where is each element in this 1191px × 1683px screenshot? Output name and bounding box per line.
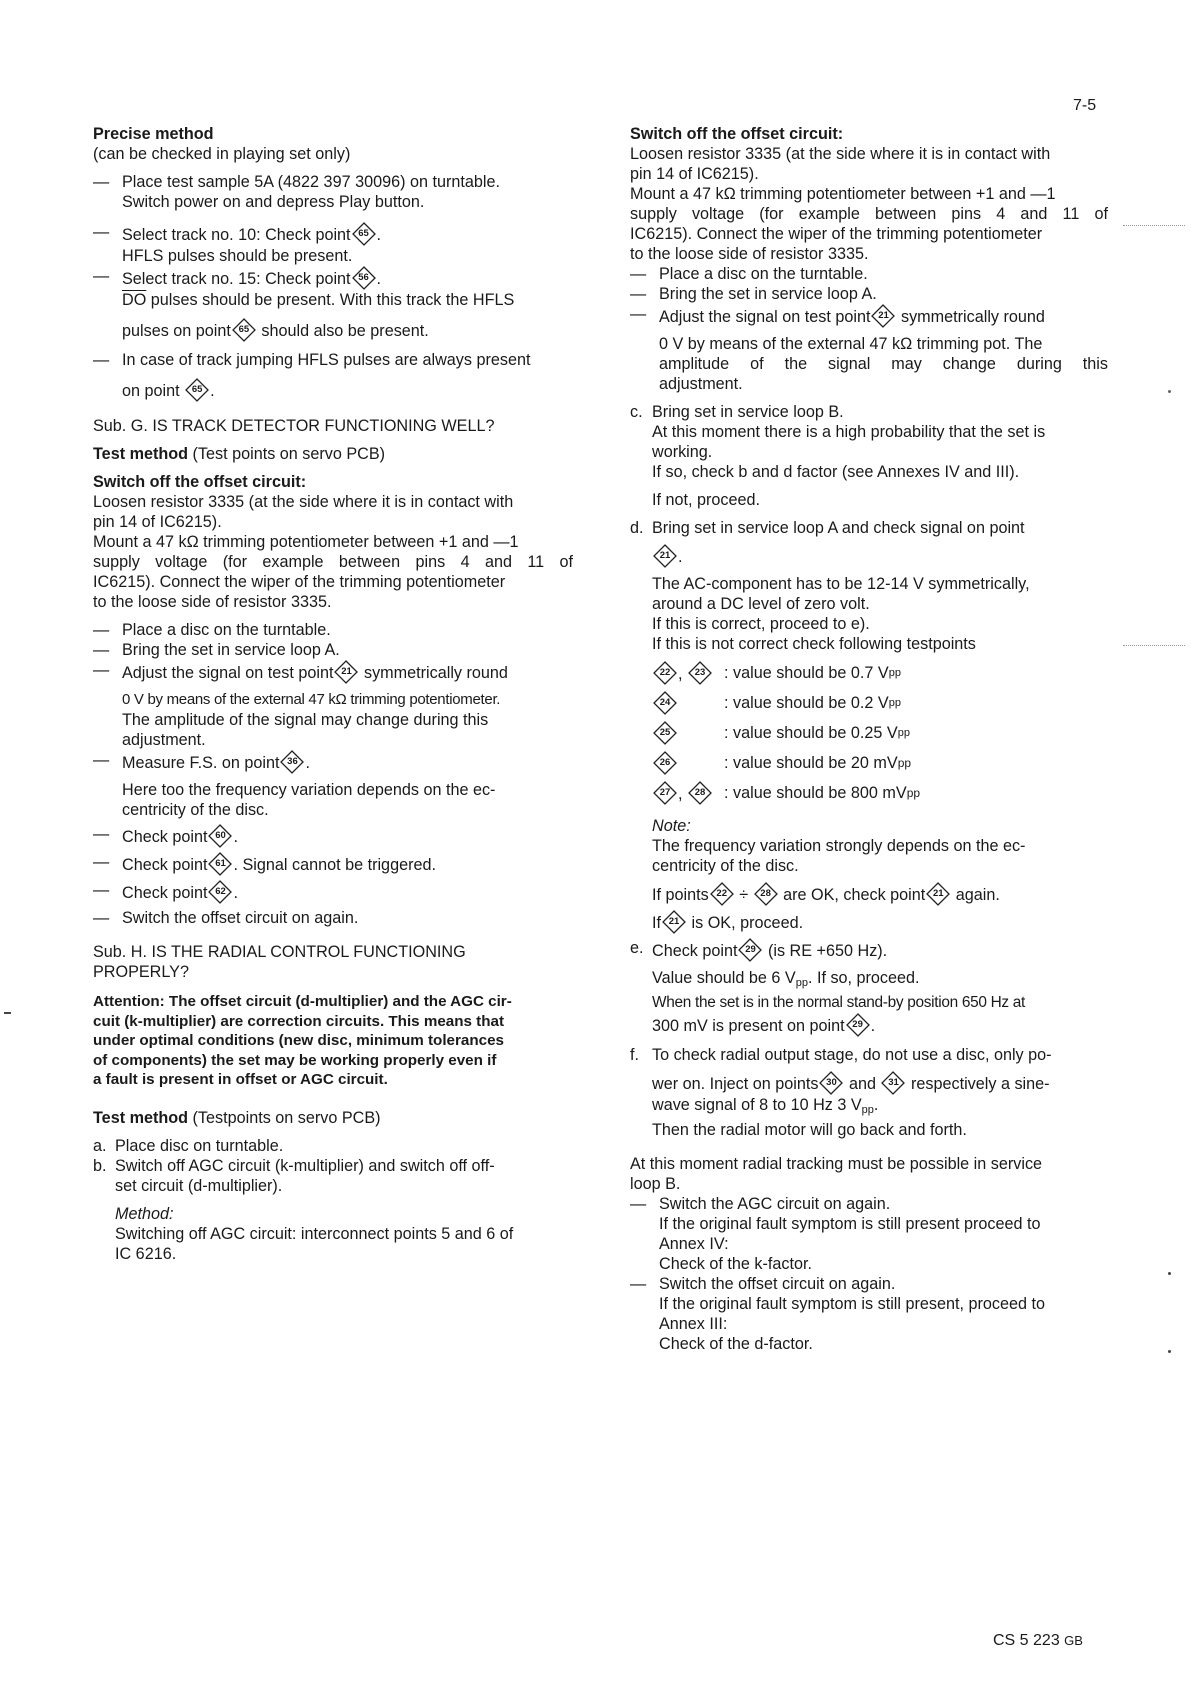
scan-mark	[1168, 390, 1171, 393]
list-item: b. Switch off AGC circuit (k-multiplier) and switch off off- set circuit (d-multiplier). Method: Switching off AGC circuit: interconnect points 5 and 6 of IC 6216.	[93, 1156, 514, 1263]
test-point-marker: 28	[754, 882, 778, 906]
test-point-marker: 31	[881, 1071, 905, 1095]
test-point-marker: 28	[688, 781, 712, 805]
test-point-marker: 36	[280, 750, 304, 774]
test-point-marker: 26	[653, 751, 677, 775]
test-method-line: Test method (Testpoints on servo PCB)	[93, 1108, 381, 1127]
list-item: — Adjust the signal on test point 21 symmetrically round 0 V by means of the external 47 kΩ trimming potentiometer. The amplitude of the signal may change during this adjustment.	[93, 660, 573, 750]
test-point-marker: 56	[352, 266, 376, 290]
list-item: c. Bring set in service loop B. At this moment there is a high probability that the set is working. If so, check b and d factor (see Annexes IV and III). If not, proceed.	[630, 403, 1046, 509]
test-point-marker: 22	[653, 661, 677, 685]
list-item: — Switch the offset circuit on again. If the original fault symptom is still present, proceed to Annex III: Check of the d-factor.	[630, 1274, 1108, 1354]
testpoint-row: 26 : value should be 20 mV pp	[652, 748, 1108, 778]
list-item: — Adjust the signal on test point 21 symmetrically round 0 V by means of the external 47 kΩ trimming pot. The amplitude of the signal may change during this adjustment.	[630, 304, 1108, 394]
test-point-marker: 62	[208, 880, 232, 904]
testpoint-row: 25 : value should be 0.25 V pp	[652, 718, 1108, 748]
scan-mark	[4, 1012, 11, 1014]
left-column: Precise method (can be checked in playing set only) — Place test sample 5A (4822 397 30096) on turntable. Switch power on and depress Play button. — Select track no. 10: Check point 65 . HFLS pulses should be present. — Select track no. 15: Check point 56 . $\overline{DO}$ pulses should be present. With this track the HFLS pulses on point 65 should also be present. — In case of track jumping HFLS pulses are always present on point 65 . Sub. G. IS TRACK DETECTOR FUNCTIONING WELL? Test method (Test points on servo PCB) Switch off the offset circuit: Loosen resistor 3335 (at the side where it is in contact with pin 14 of IC6215). Mount a 47 kΩ trimming potentiometer between +1 and —1 supply voltage (for example between pins 4 and 11 of IC6215). Connect the wiper of the trimming potentiometer to the loose side of resistor 3335. — Place a disc on the turntable. — Bring the set in service loop A. — Adjust the signal on test point 21 symmetrically round 0 V by means of the external 47 kΩ trimming potentiometer. The amplitude of the signal may change during this adjustment. — Measure F.S. on point 36 . Here too the frequency variation depends on the ec- centricity of the disc. — Check point 60 . — Check point 61 . Signal cannot be triggered. — Check point 62 . — Switch the offset circuit on again. Sub. H. IS THE RADIAL CONTROL FUNCTIONING PROPERLY? Attention: The offset circuit (d-multiplier) and the AGC cir- cuit (k-multiplier) are correction circuits. This means that under optimal conditions (new disc, minimum tolerances of components) the set may be working properly even if a fault is present in offset or AGC circuit. Test method (Testpoints on servo PCB) a. Place disc on turntable. b. Switch off AGC circuit (k-multiplier) and switch off off- set circuit (d-multiplier). Method: Switching off AGC circuit: interconnect points 5 and 6 of IC 6216.	[93, 124, 573, 1264]
list-item: — Bring the set in service loop A.	[93, 640, 573, 660]
list-item: — Place a disc on the turntable.	[630, 264, 1108, 284]
test-point-marker: 21	[662, 910, 686, 934]
precise-method-title: Precise method	[93, 125, 214, 143]
list-item: f. To check radial output stage, do not use a disc, only po- wer on. Inject on points 30 and 31 respectively a sine- wave signal of 8 to 10 Hz 3 $V_{pp}$. Then the radial motor will go back and forth.	[630, 1046, 1052, 1139]
test-point-marker: 60	[208, 824, 232, 848]
list-item: — Select track no. 15: Check point 56 . $\overline{DO}$ pulses should be present. With this track the HFLS pulses on point 65 should also be present.	[93, 266, 573, 342]
list-item: — Switch the AGC circuit on again. If the original fault symptom is still present proceed to Annex IV: Check of the k-factor.	[630, 1194, 1108, 1274]
test-point-marker: 21	[926, 882, 950, 906]
scan-mark	[1123, 225, 1185, 227]
list-item: — In case of track jumping HFLS pulses are always present on point 65 .	[93, 350, 573, 402]
test-point-marker: 29	[738, 938, 762, 962]
list-item: — Switch the offset circuit on again.	[93, 908, 573, 928]
list-item: — Check point 62 .	[93, 880, 573, 904]
test-point-marker: 21	[871, 304, 895, 328]
list-item: a. Place disc on turntable.	[93, 1136, 284, 1155]
testpoint-row: 27 , 28 : value should be 800 mV pp	[652, 778, 1108, 808]
list-item: — Select track no. 10: Check point 65 . HFLS pulses should be present.	[93, 222, 573, 266]
testpoint-row: 24 : value should be 0.2 V pp	[652, 688, 1108, 718]
test-method-line: Test method (Test points on servo PCB)	[93, 445, 386, 463]
scan-mark	[1123, 645, 1185, 647]
test-point-marker: 27	[653, 781, 677, 805]
test-point-marker: 65	[352, 222, 376, 246]
attention-note: Attention: The offset circuit (d-multiplier) and the AGC cir- cuit (k-multiplier) are correction circuits. This means that under optimal conditions (new disc, minimum tolerances of components) the set may be working properly even if a fault is present in offset or AGC circuit.	[93, 993, 512, 1089]
test-point-marker: 21	[334, 660, 358, 684]
test-point-marker: 24	[653, 691, 677, 715]
test-point-marker: 22	[710, 882, 734, 906]
sub-h-heading: Sub. H. IS THE RADIAL CONTROL FUNCTIONING	[93, 943, 466, 961]
offset-title: Switch off the offset circuit:	[93, 473, 307, 491]
sub-g-heading: Sub. G. IS TRACK DETECTOR FUNCTIONING WELL?	[93, 417, 495, 435]
precise-method-note: (can be checked in playing set only)	[93, 145, 351, 163]
offset-title: Switch off the offset circuit:	[630, 125, 844, 143]
right-column: Switch off the offset circuit: Loosen resistor 3335 (at the side where it is in contact with pin 14 of IC6215). Mount a 47 kΩ trimming potentiometer between +1 and —1 supply voltage (for example between pins 4 and 11 of IC6215). Connect the wiper of the trimming potentiometer to the loose side of resistor 3335. — Place a disc on the turntable. — Bring the set in service loop A. — Adjust the signal on test point 21 symmetrically round 0 V by means of the external 47 kΩ trimming pot. The amplitude of the signal may change during this adjustment. c. Bring set in service loop B. At this moment there is a high probability that the set is working. If so, check b and d factor (see Annexes IV and III). If not, proceed. d. Bring set in service loop A and check signal on point 21 . The AC-component has to be 12-14 V symmetrically, around a DC level of zero volt. If this is correct, proceed to e). If this is not correct check following testpoints 22 , 23 : value should be 0.7 V pp 24 : value should be 0.2 V pp 25 : value should be 0.25 V pp 26 : value should be 20 mV pp 27 , 28 : value should be 800 mV pp Note: The frequency variation strongly depends on the ec- centricity of the disc. If points 22 ÷ 28 are OK, check point 21 again. If 21 is OK, proceed. e. Check point 29 (is RE +650 Hz). Value should be 6 $V_{pp}$. If so, proceed. When the set is in the normal stand-by position 650 Hz at 300 mV is present on point 29 . f. To check radial output stage, do not use a disc, only po- wer on. Inject on points 30 and 31 respectively a sine- wave signal of 8 to 10 Hz 3 $V_{pp}$. Then the radial motor will go back and forth. At this moment radial tracking must be possible in service loop B. — Switch the AGC circuit on again. If the original fault symptom is still present proceed to Annex IV: Check of the k-factor. — Switch the offset circuit on again. If the original fault symptom is still present, proceed to Annex III: Check of the d-factor.	[630, 124, 1108, 1354]
scan-mark	[1168, 1350, 1171, 1353]
scan-mark	[1168, 1272, 1171, 1275]
footer-code: CS 5 223 GB	[993, 1632, 1083, 1649]
list-item: — Check point 60 .	[93, 824, 573, 848]
list-item: e. Check point 29 (is RE +650 Hz). Value should be 6 $V_{pp}$. If so, proceed. When the set is in the normal stand-by position 650 Hz at 300 mV is present on point 29 .	[630, 939, 1026, 1035]
test-point-marker: 23	[688, 661, 712, 685]
test-point-marker: 21	[653, 544, 677, 568]
list-item: — Bring the set in service loop A.	[630, 284, 1108, 304]
page-number: 7-5	[1073, 97, 1097, 114]
list-item: d. Bring set in service loop A and check signal on point 21 . The AC-component has to be 12-14 V symmetrically, around a DC level of zero volt. If this is correct, proceed to e). If this is not correct check following testpoints 22 , 23 : value should be 0.7 V pp 24 : value should be 0.2 V pp 25 : value should be 0.25 V pp 26 : value should be 20 mV pp 27 , 28 : value should be 800 mV pp Note: The frequency variation strongly depends on the ec- centricity of the disc. If points 22 ÷ 28 are OK, check point 21 again. If 21 is OK, proceed.	[630, 518, 1108, 934]
test-point-marker: 65	[185, 378, 209, 402]
test-point-marker: 30	[819, 1071, 843, 1095]
list-item: — Place a disc on the turntable.	[93, 620, 573, 640]
test-point-marker: 61	[208, 852, 232, 876]
test-point-marker: 25	[653, 721, 677, 745]
test-point-marker: 65	[232, 318, 256, 342]
testpoint-row: 22 , 23 : value should be 0.7 V pp	[652, 658, 1108, 688]
list-item: — Measure F.S. on point 36 . Here too the frequency variation depends on the ec- centricity of the disc.	[93, 750, 573, 820]
test-point-marker: 29	[846, 1013, 870, 1037]
list-item: — Place test sample 5A (4822 397 30096) on turntable. Switch power on and depress Play button.	[93, 172, 573, 212]
list-item: — Check point 61 . Signal cannot be triggered.	[93, 852, 573, 876]
